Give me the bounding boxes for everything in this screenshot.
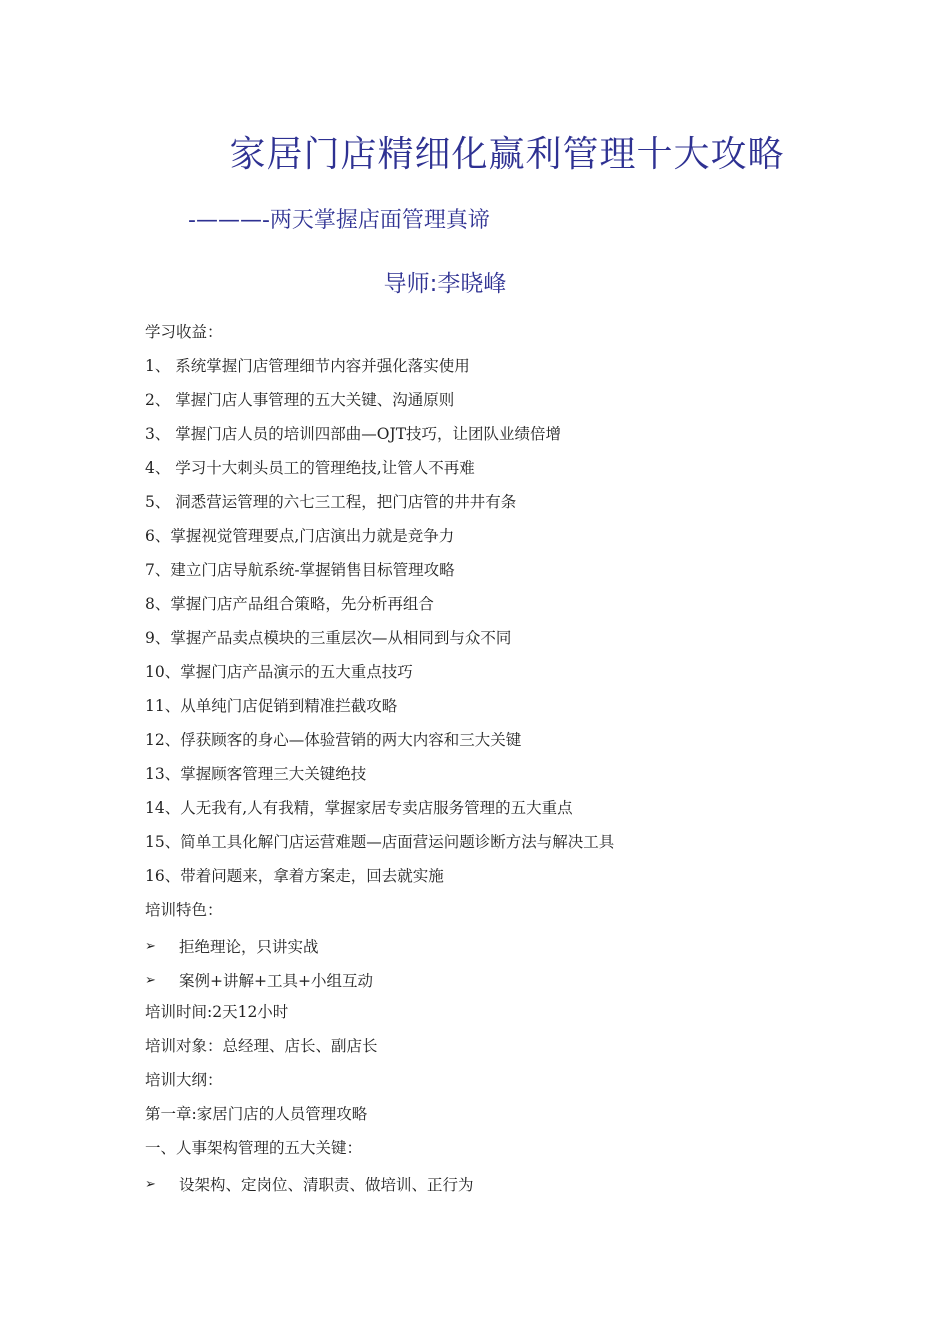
section-heading: 一、人事架构管理的五大关键： bbox=[145, 1139, 363, 1157]
teacher-line: 导师:李晓峰 bbox=[383, 271, 507, 297]
document-title: 家居门店精细化赢利管理十大攻略 bbox=[229, 134, 785, 175]
feature-bullet-item bbox=[145, 964, 865, 998]
features-heading: 培训特色： bbox=[145, 901, 223, 919]
list-item: 1、 系统掌握门店管理细节内容并强化落实使用 bbox=[145, 357, 470, 375]
feature-text: 拒绝理论，只讲实战 bbox=[179, 938, 319, 956]
benefits-heading: 学习收益： bbox=[145, 323, 223, 341]
list-item: 13、掌握顾客管理三大关键绝技 bbox=[145, 765, 367, 783]
feature-text: 案例+讲解+工具+小组互动 bbox=[179, 972, 373, 990]
list-item: 15、简单工具化解门店运营难题—店面营运问题诊断方法与解决工具 bbox=[145, 833, 615, 851]
list-item: 2、 掌握门店人事管理的五大关键、沟通原则 bbox=[145, 391, 455, 409]
list-item: 7、建立门店导航系统-掌握销售目标管理攻略 bbox=[145, 561, 455, 579]
list-item: 6、掌握视觉管理要点,门店演出力就是竞争力 bbox=[145, 527, 455, 545]
list-item: 8、掌握门店产品组合策略，先分析再组合 bbox=[145, 595, 434, 613]
list-item: 4、 学习十大刺头员工的管理绝技,让管人不再难 bbox=[145, 459, 475, 477]
arrow-bullet-icon: ➢ bbox=[145, 973, 156, 988]
list-item: 9、掌握产品卖点模块的三重层次—从相同到与众不同 bbox=[145, 629, 512, 647]
training-audience: 培训对象：总经理、店长、副店长 bbox=[145, 1037, 378, 1055]
list-item: 11、从单纯门店促销到精准拦截攻略 bbox=[145, 697, 398, 715]
document-subtitle: -———-两天掌握店面管理真谛 bbox=[188, 208, 490, 233]
arrow-bullet-icon: ➢ bbox=[145, 1177, 156, 1192]
arrow-bullet-icon: ➢ bbox=[145, 939, 156, 954]
list-item: 14、人无我有,人有我精，掌握家居专卖店服务管理的五大重点 bbox=[145, 799, 573, 817]
benefits-list bbox=[145, 352, 865, 896]
chapter-title: 第一章:家居门店的人员管理攻略 bbox=[145, 1105, 368, 1123]
section-bullet-text: 设架构、定岗位、清职责、做培训、正行为 bbox=[179, 1176, 474, 1194]
section-bullet-item bbox=[145, 1168, 865, 1202]
list-item: 10、掌握门店产品演示的五大重点技巧 bbox=[145, 663, 413, 681]
feature-bullet-item bbox=[145, 930, 865, 964]
outline-heading: 培训大纲： bbox=[145, 1071, 223, 1089]
training-time: 培训时间:2天12小时 bbox=[145, 1003, 289, 1021]
list-item: 12、俘获顾客的身心—体验营销的两大内容和三大关键 bbox=[145, 731, 522, 749]
document-body bbox=[145, 318, 865, 1202]
list-item: 3、 掌握门店人员的培训四部曲—OJT技巧，让团队业绩倍增 bbox=[145, 425, 562, 443]
list-item: 16、带着问题来，拿着方案走，回去就实施 bbox=[145, 867, 444, 885]
list-item: 5、 洞悉营运管理的六七三工程，把门店管的井井有条 bbox=[145, 493, 517, 511]
